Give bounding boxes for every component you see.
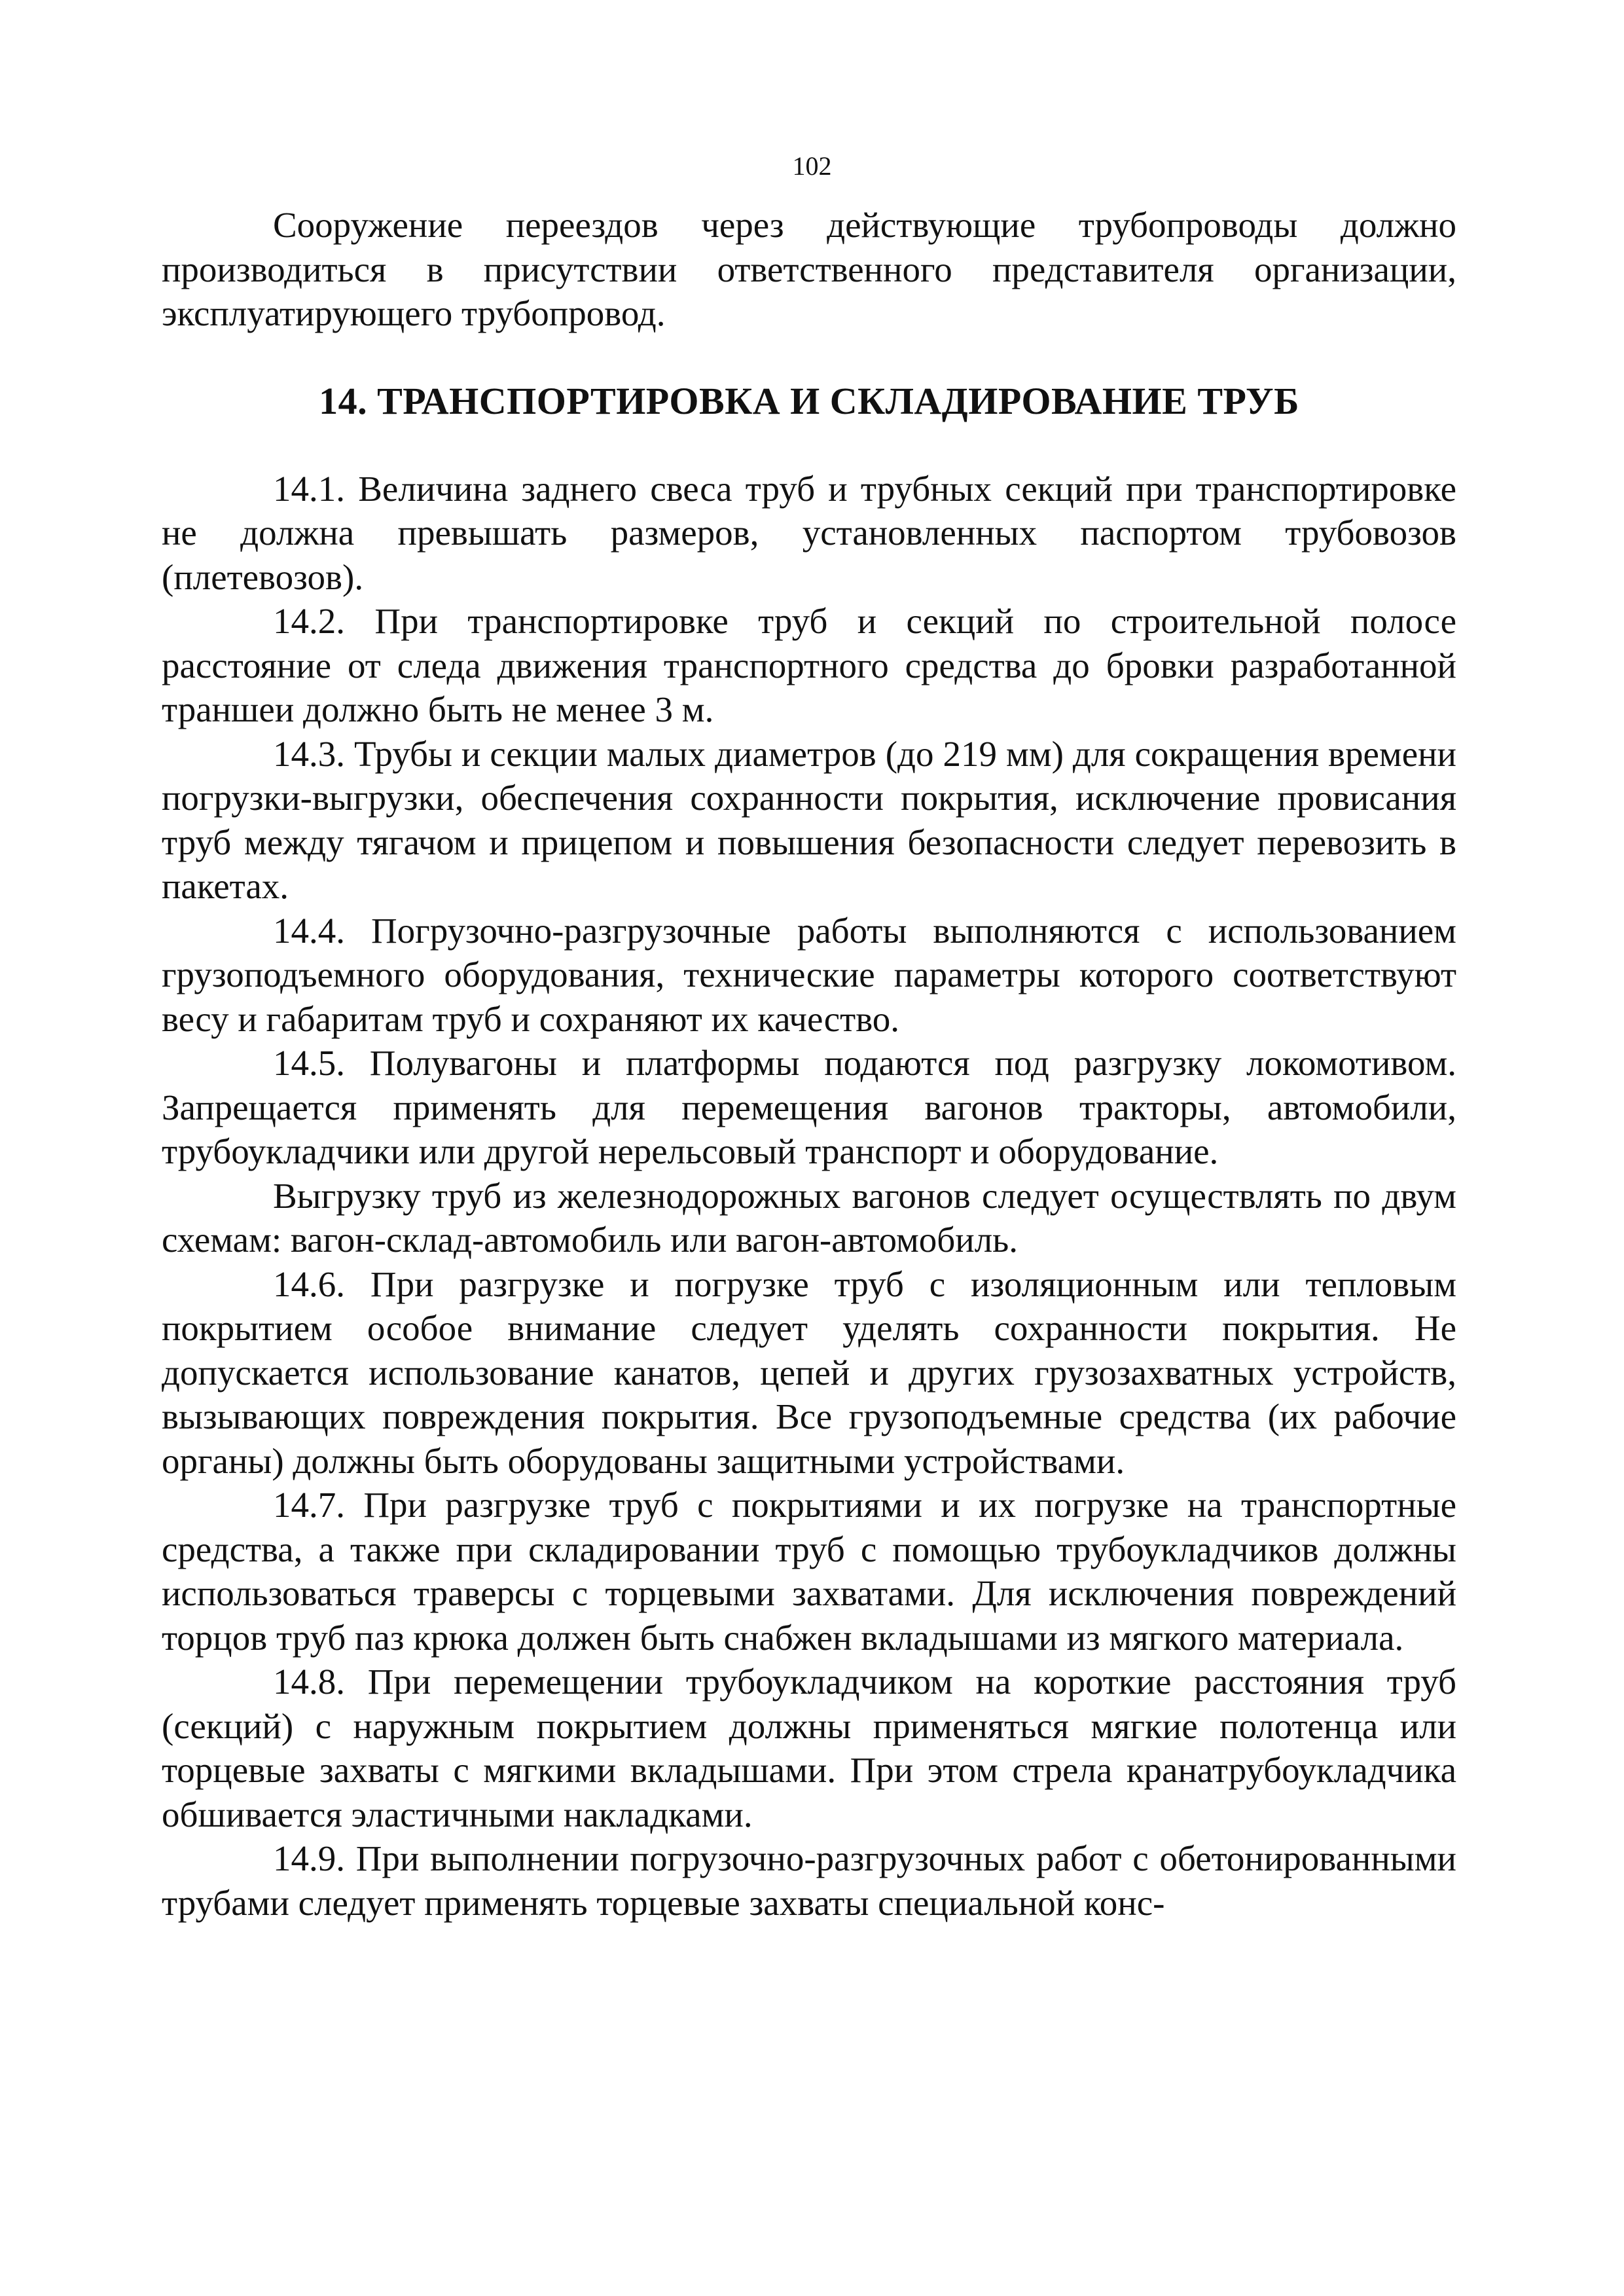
- paragraph-14-3: 14.3. Трубы и секции малых диаметров (до 219 мм) для сокращения времени погрузки-выгрузки, обеспечения сохранности покрытия, исключение провисания труб между тягачом и прицепом и повышения безопасности следует перевозить в пакетах.: [162, 733, 1456, 906]
- paragraph-14-5: 14.5. Полувагоны и платформы подаются под разгрузку локомотивом. Запрещается применять для перемещения вагонов тракторы, автомобили, трубоукладчики или другой нерельсовый транспорт и оборудование.: [162, 1043, 1456, 1171]
- paragraph-14-7: 14.7. При разгрузке труб с покрытиями и их погрузке на транспортные средства, а также при складировании труб с помощью трубоукладчиков должны использоваться траверсы с торцевыми захватами. Для исключения повреждений торцов труб паз крюка должен быть снабжен вкладышами из мягкого материала.: [162, 1485, 1456, 1658]
- paragraph-14-1: 14.1. Величина заднего свеса труб и трубных секций при транспортировке не должна превышать размеров, установленных паспортом трубовозов (плетевозов).: [162, 468, 1456, 597]
- paragraph-unloading-schemes: Выгрузку труб из железнодорожных вагонов следует осуществлять по двум схемам: вагон-склад-автомобиль или вагон-автомобиль.: [162, 1175, 1456, 1260]
- page-content: [162, 203, 1456, 1925]
- paragraph-14-4: 14.4. Погрузочно-разгрузочные работы выполняются с использованием грузоподъемного оборудования, технические параметры которого соответствуют весу и габаритам труб и сохраняют их качество.: [162, 910, 1456, 1039]
- page-number: 102: [792, 151, 832, 181]
- paragraph-14-8: 14.8. При перемещении трубоукладчиком на короткие расстояния труб (секций) с наружным покрытием должны применяться мягкие полотенца или торцевые захваты с мягкими вкладышами. При этом стрела кранатрубоукладчика обшивается эластичными накладками.: [162, 1662, 1456, 1834]
- section-heading: 14. ТРАНСПОРТИРОВКА И СКЛАДИРОВАНИЕ ТРУБ: [319, 379, 1299, 422]
- intro-paragraph: Сооружение переездов через действующие трубопроводы должно производиться в присутствии ответственного представителя организации, эксплуатирующего трубопровод.: [162, 205, 1456, 333]
- paragraph-14-6: 14.6. При разгрузке и погрузке труб с изоляционным или тепловым покрытием особое внимание следует уделять сохранности покрытия. Не допускается использование канатов, цепей и других грузозахватных устройств, вызывающих повреждения покрытия. Все грузоподъемные средства (их рабочие органы) должны быть оборудованы защитными устройствами.: [162, 1264, 1456, 1481]
- paragraph-14-2: 14.2. При транспортировке труб и секций по строительной полосе расстояние от следа движения транспортного средства до бровки разработанной траншеи должно быть не менее 3 м.: [162, 601, 1456, 729]
- paragraph-14-9: 14.9. При выполнении погрузочно-разгрузочных работ с обетонированными трубами следует применять торцевые захваты специальной конс-: [162, 1838, 1456, 1923]
